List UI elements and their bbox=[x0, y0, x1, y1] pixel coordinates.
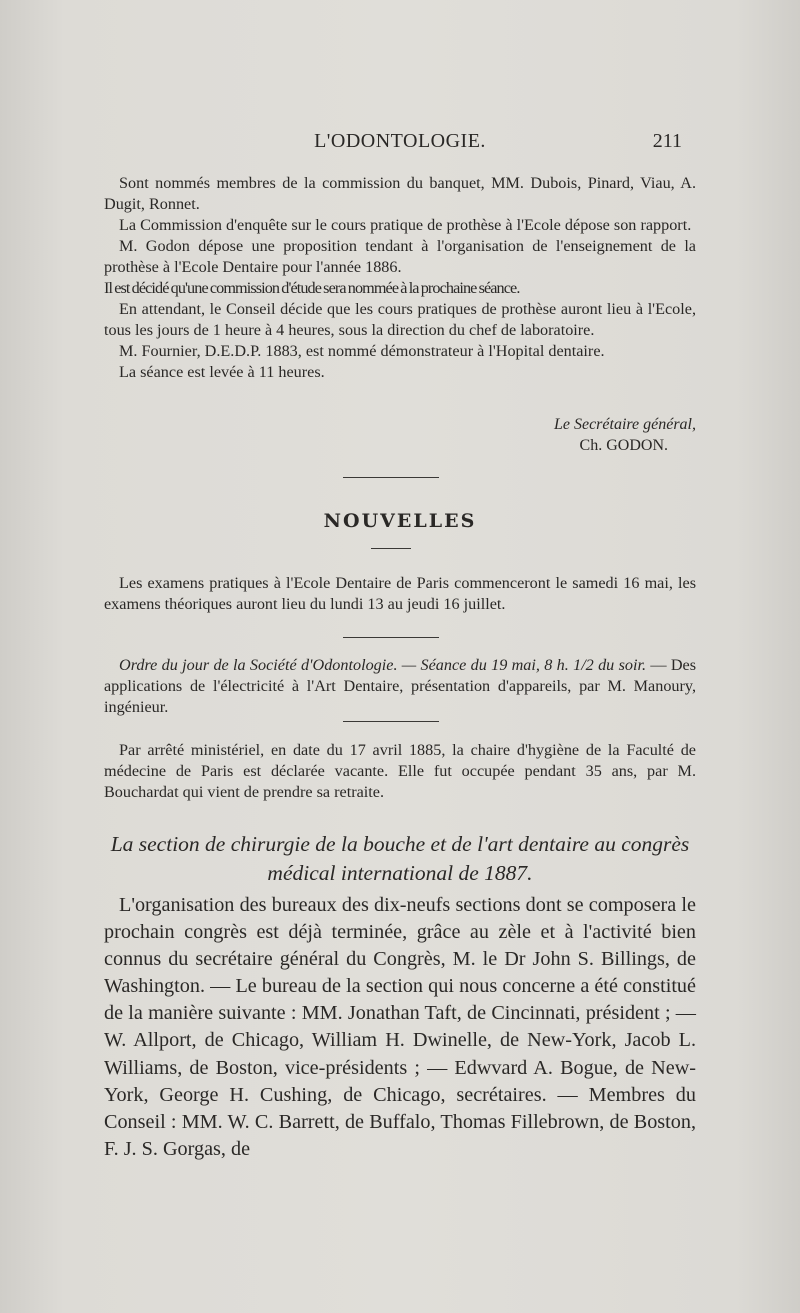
news-item bbox=[104, 740, 696, 803]
article-paragraph: L'organisation des bureaux des dix-neufs sections dont se composera le prochain congrès est déjà terminée, grâce au zèle et à l'activité bien connus du secrétaire général du Congrès, M. le Dr John S. Billings, de Washington. — Le bureau de la section qui nous concerne a été constitué de la manière suivante : MM. Jonathan Taft, de Cincinnati, président ; — W. Allport, de Chicago, William H. Dwinelle, de New-York, Jacob L. Williams, de Boston, vice-présidents ; — Edwvard A. Bogue, de New-York, George H. Cushing, de Chicago, secrétaires. — Membres du Conseil : MM. W. C. Barrett, de Buffalo, Thomas Fillebrown, de Boston, F. J. S. Gorgas, de bbox=[104, 894, 696, 1160]
minutes-paragraph: La séance est levée à 11 heures. bbox=[119, 363, 325, 381]
running-title: L'ODONTOLOGIE. bbox=[314, 130, 486, 152]
news-text: — Des applications de l'électricité à l'Art Dentaire, présentation d'appareils, par M. Manoury, ingénieur. bbox=[104, 656, 697, 716]
page-header bbox=[0, 130, 800, 160]
news-paragraph bbox=[104, 655, 696, 718]
signature-surname: GODON. bbox=[606, 437, 668, 454]
minutes-paragraph: La Commission d'enquête sur le cours pratique de prothèse à l'Ecole dépose son rapport. bbox=[119, 216, 692, 234]
divider bbox=[343, 477, 439, 478]
article-body bbox=[104, 892, 696, 1163]
signature-role: Le Secrétaire général, bbox=[553, 416, 696, 433]
article-title-line: médical international de 1887. bbox=[267, 861, 533, 885]
divider bbox=[371, 548, 411, 549]
signature bbox=[396, 414, 696, 456]
minutes-text bbox=[104, 173, 696, 383]
minutes-paragraph: Sont nommés membres de la commission du banquet, MM. Dubois, Pinard, Viau, A. Dugit, Ronnet. bbox=[104, 174, 696, 213]
section-heading: NOUVELLES bbox=[323, 510, 477, 532]
news-italic-lead: Ordre du jour de la Société d'Odontologie. — Séance du 19 mai, 8 h. 1/2 du soir. bbox=[119, 656, 647, 674]
signature-initial: Ch. bbox=[579, 437, 603, 454]
article-title bbox=[104, 830, 696, 888]
news-item bbox=[104, 655, 696, 718]
minutes-paragraph: M. Fournier, D.E.D.P. 1883, est nommé démonstrateur à l'Hopital dentaire. bbox=[119, 342, 605, 360]
page-number: 211 bbox=[652, 130, 682, 152]
divider bbox=[343, 721, 439, 722]
minutes-paragraph: M. Godon dépose une proposition tendant à l'organisation de l'enseignement de la prothèse à l'Ecole Dentaire pour l'année 1886. bbox=[104, 237, 696, 276]
news-paragraph: Par arrêté ministériel, en date du 17 avril 1885, la chaire d'hygiène de la Faculté de médecine de Paris est déclarée vacante. Elle fut occupée pendant 35 ans, par M. Bouchardat qui vient de prendre sa retraite. bbox=[104, 741, 696, 801]
news-item bbox=[104, 573, 696, 615]
divider bbox=[343, 637, 439, 638]
news-paragraph: Les examens pratiques à l'Ecole Dentaire de Paris commenceront le samedi 16 mai, les examens théoriques auront lieu du lundi 13 au jeudi 16 juillet. bbox=[104, 574, 696, 613]
minutes-paragraph: Il est décidé qu'une commission d'étude sera nommée à la prochaine séance. bbox=[104, 279, 520, 297]
article-title-line: La section de chirurgie de la bouche et de l'art dentaire au congrès bbox=[110, 832, 690, 856]
signature-name bbox=[396, 435, 696, 456]
minutes-paragraph: En attendant, le Conseil décide que les cours pratiques de prothèse auront lieu à l'Ecole, tous les jours de 1 heure à 4 heures, sous la direction du chef de laboratoire. bbox=[104, 300, 696, 339]
